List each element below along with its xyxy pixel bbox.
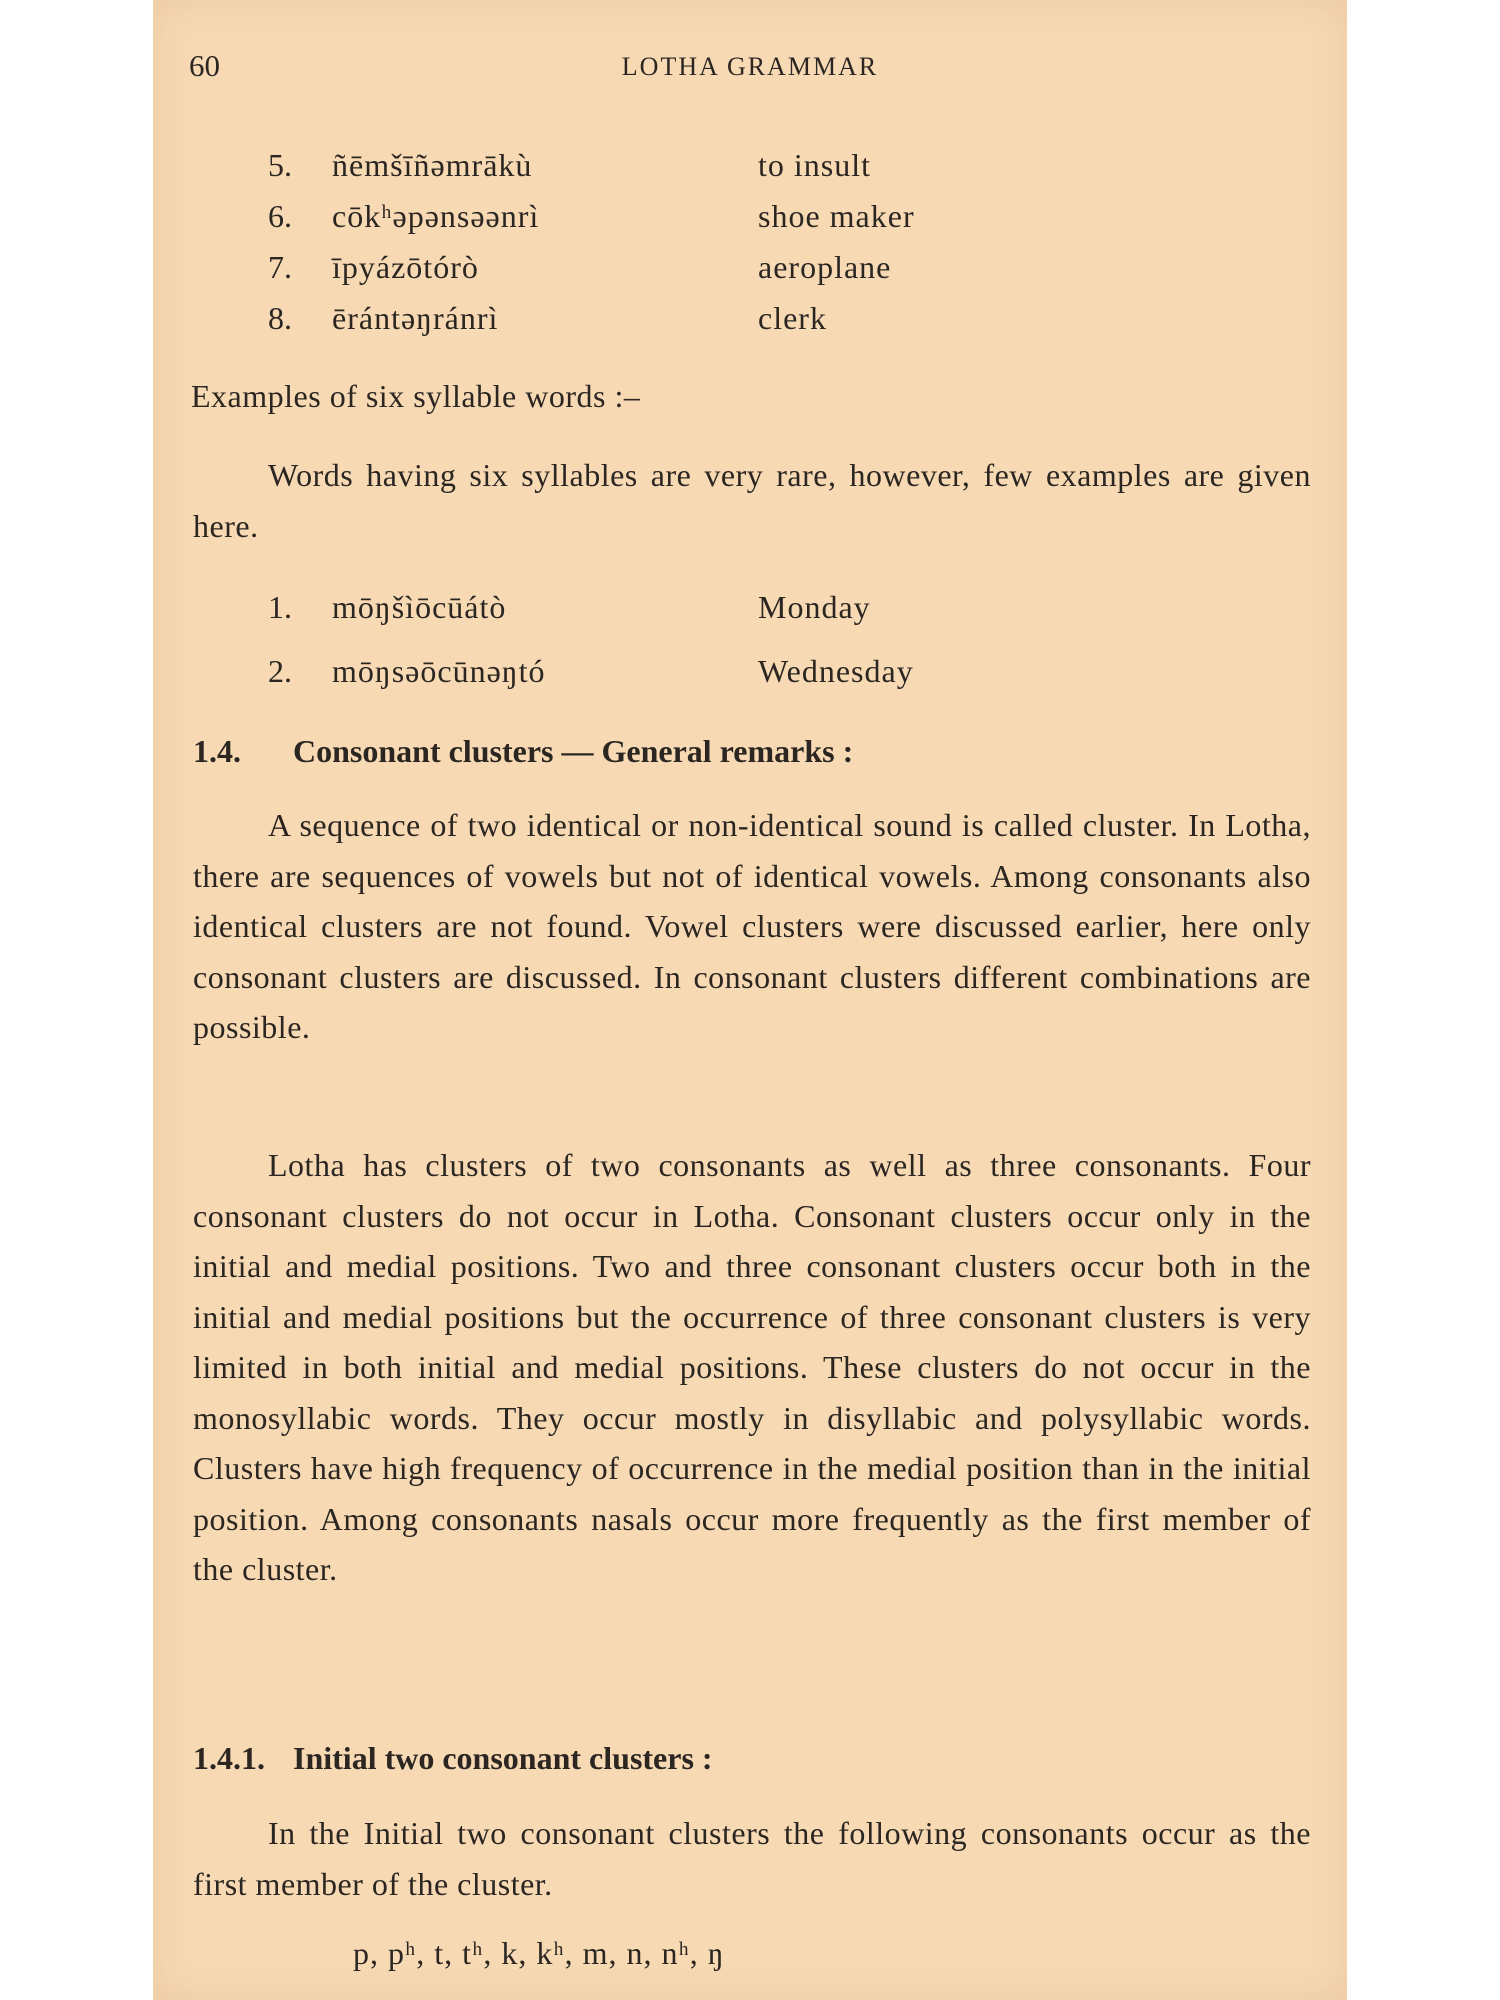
word-number: 7. (268, 249, 292, 285)
english-gloss: shoe maker (758, 198, 915, 234)
english-gloss: Wednesday (758, 653, 914, 689)
section-heading-1-4 (193, 733, 853, 770)
english-gloss: clerk (758, 300, 827, 336)
word-row (268, 242, 915, 293)
word-row (268, 140, 915, 191)
five-syllable-word-list (268, 140, 915, 344)
section-number: 1.4.1. (193, 1740, 265, 1776)
running-title: LOTHA GRAMMAR (621, 52, 879, 81)
lotha-word: cōkʰəpənsəənrì (332, 198, 540, 234)
paragraph-initial-clusters: In the Initial two consonant clusters the following consonants occur as the first member of the cluster. (193, 1815, 1311, 1902)
word-number: 1. (268, 589, 292, 625)
lotha-word: mōŋšìōcūátò (332, 589, 507, 625)
consonant-list: p, pʰ, t, tʰ, k, kʰ, m, n, nʰ, ŋ (353, 1935, 725, 1971)
section-heading-1-4-1 (193, 1740, 713, 1777)
word-number: 8. (268, 300, 292, 336)
lotha-word: ñēmšīñəmrākù (332, 147, 533, 183)
six-syllable-note: Words having six syllables are very rare, however, few examples are given here. (193, 457, 1311, 544)
english-gloss: aeroplane (758, 249, 892, 285)
book-page (153, 0, 1347, 2000)
word-row (268, 639, 914, 703)
section-number: 1.4. (193, 733, 241, 769)
section-title: Initial two consonant clusters : (293, 1740, 713, 1776)
word-number: 6. (268, 198, 292, 234)
word-number: 5. (268, 147, 292, 183)
page-number: 60 (189, 48, 220, 83)
lotha-word: īpyázōtórò (332, 249, 479, 285)
section-title: Consonant clusters — General remarks : (293, 733, 854, 769)
lotha-word: ērántəŋránrì (332, 300, 499, 336)
word-row (268, 575, 914, 639)
word-number: 2. (268, 653, 292, 689)
six-syllable-intro: Examples of six syllable words :– (191, 378, 641, 414)
lotha-word: mōŋsəōcūnəŋtó (332, 653, 546, 689)
six-syllable-word-list (268, 575, 914, 703)
english-gloss: to insult (758, 147, 872, 183)
page-header (153, 48, 1347, 88)
paragraph-clusters-distribution: Lotha has clusters of two consonants as well as three consonants. Four consonant clusters do not occur in Lotha. Consonant clusters occur only in the initial and medial positions. Two and three consonant clusters occur both in the initial and medial positions but the occurrence of three consonant clusters is very limited in both initial and medial positions. These clusters do not occur in the monosyllabic words. They occur mostly in disyllabic and polysyllabic words. Clusters have high frequency of occurrence in the medial position than in the initial position. Among consonants nasals occur more frequently as the first member of the cluster. (193, 1147, 1311, 1587)
english-gloss: Monday (758, 589, 871, 625)
word-row (268, 191, 915, 242)
paragraph-clusters-definition: A sequence of two identical or non-identical sound is called cluster. In Lotha, there are sequences of vowels but not of identical vowels. Among consonants also identical clusters are not found. Vowel clusters were discussed earlier, here only consonant clusters are discussed. In consonant clusters different combinations are possible. (193, 807, 1311, 1045)
word-row (268, 293, 915, 344)
